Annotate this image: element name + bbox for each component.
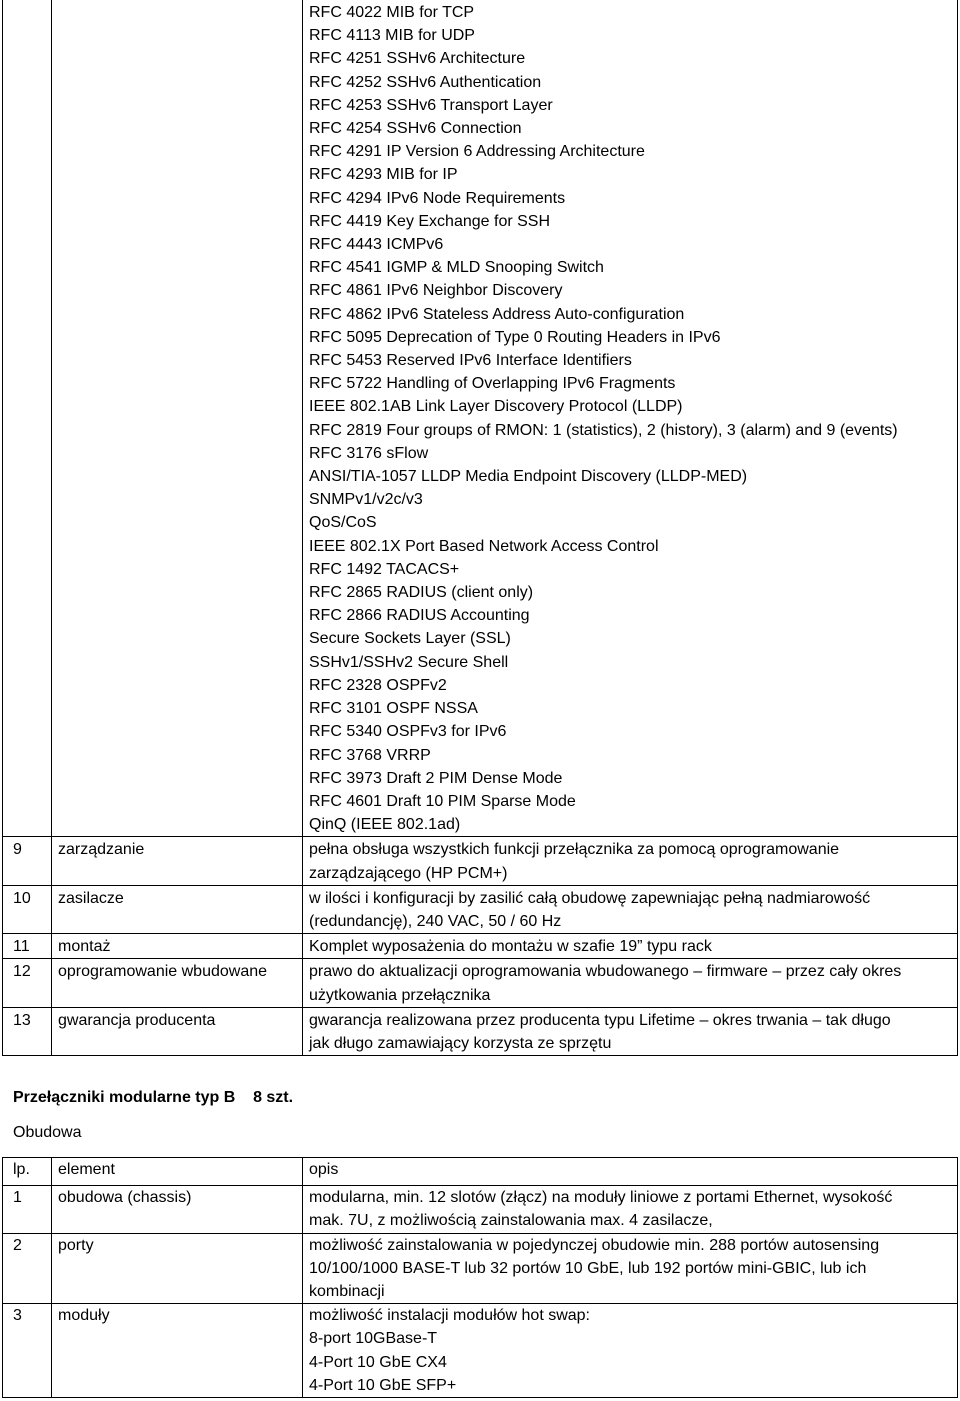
standard-item: RFC 4601 Draft 10 PIM Sparse Mode [309,792,576,810]
standard-item: IEEE 802.1X Port Based Network Access Control [309,537,659,555]
row-number: 2 [3,1233,52,1304]
row-element: gwarancja producenta [52,1007,303,1055]
standard-item: RFC 4291 IP Version 6 Addressing Architecture [309,143,645,161]
header-element: element [52,1158,303,1186]
row-number: 9 [3,837,52,885]
row-number: 12 [3,959,52,1007]
table-row [3,1007,958,1055]
row-description [303,959,958,1007]
table-row [3,837,958,885]
standard-item: RFC 5340 OSPFv3 for IPv6 [309,723,507,741]
row-description [303,934,958,959]
description-line: w ilości i konfiguracji by zasilić całą obudowę zapewniając pełną nadmiarowość [309,889,871,907]
row-number: 10 [3,885,52,933]
header-desc: opis [303,1158,958,1186]
description-line: zarządzającego (HP PCM+) [309,864,508,882]
standard-item: QinQ (IEEE 802.1ad) [309,816,461,834]
row-number: 1 [3,1186,52,1233]
standard-item: IEEE 802.1AB Link Layer Discovery Protocol (LLDP) [309,398,683,416]
description-line: możliwość zainstalowania w pojedynczej obudowie min. 288 portów autosensing [309,1236,880,1254]
row-description [303,1007,958,1055]
standard-item: SSHv1/SSHv2 Secure Shell [309,653,509,671]
description-line: możliwość instalacji modułów hot swap: [309,1307,590,1325]
standards-row [3,0,958,837]
description-line: 4-Port 10 GbE SFP+ [309,1376,457,1394]
standard-item: RFC 5453 Reserved IPv6 Interface Identifiers [309,352,632,370]
section-subheading: Obudowa [13,1124,82,1141]
table-row [3,959,958,1007]
row-element: oprogramowanie wbudowane [52,959,303,1007]
standard-item: RFC 2865 RADIUS (client only) [309,584,534,602]
description-line: gwarancja realizowana przez producenta typu Lifetime – okres trwania – tak długo [309,1011,891,1029]
row-element: zarządzanie [52,837,303,885]
description-line: 10/100/1000 BASE-T lub 32 portów 10 GbE, lub 192 portów mini-GBIC, lub ich [309,1259,867,1277]
row-element: zasilacze [52,885,303,933]
row-element: obudowa (chassis) [52,1186,303,1233]
row-number: 11 [3,934,52,959]
standard-item: RFC 4113 MIB for UDP [309,27,475,45]
standards-list [303,0,958,837]
table-row [3,934,958,959]
standard-item: RFC 3101 OSPF NSSA [309,700,478,718]
table-header-row [3,1158,958,1186]
standard-item: RFC 5722 Handling of Overlapping IPv6 Fragments [309,375,676,393]
spec-table-bottom [2,1157,958,1398]
description-line: mak. 7U, z możliwością zainstalowania max. 4 zasilacze, [309,1212,713,1230]
standard-item: RFC 4861 IPv6 Neighbor Discovery [309,282,563,300]
standard-item: RFC 2866 RADIUS Accounting [309,607,530,625]
row-description [303,837,958,885]
description-line: prawo do aktualizacji oprogramowania wbudowanego – firmware – przez cały okres [309,963,902,981]
description-line: pełna obsługa wszystkich funkcji przełącznika za pomocą oprogramowanie [309,841,840,859]
description-line: 4-Port 10 GbE CX4 [309,1353,447,1371]
standard-item: RFC 3973 Draft 2 PIM Dense Mode [309,769,563,787]
standard-item: RFC 4293 MIB for IP [309,166,458,184]
standard-item: RFC 4252 SSHv6 Authentication [309,73,542,91]
row-description [303,1304,958,1398]
description-line: 8-port 10GBase-T [309,1330,438,1348]
table-row [3,1186,958,1233]
standard-item: RFC 4251 SSHv6 Architecture [309,50,526,68]
table-row [3,1304,958,1398]
standard-item: RFC 4254 SSHv6 Connection [309,120,522,138]
description-line: użytkowania przełącznika [309,986,491,1004]
standard-item: RFC 3768 VRRP [309,746,431,764]
standard-item: RFC 4022 MIB for TCP [309,4,475,21]
description-line: kombinacji [309,1283,385,1301]
row-element: montaż [52,934,303,959]
spec-table-top [2,0,958,1056]
row-element: moduły [52,1304,303,1398]
standard-item: RFC 3176 sFlow [309,444,429,462]
standard-item: RFC 4253 SSHv6 Transport Layer [309,96,553,114]
standard-item: QoS/CoS [309,514,377,532]
description-line: jak długo zamawiający korzysta ze sprzętu [309,1034,612,1052]
header-num: lp. [3,1158,52,1186]
table-row [3,885,958,933]
description-line: (redundancję), 240 VAC, 50 / 60 Hz [309,912,562,930]
standard-item: ANSI/TIA-1057 LLDP Media Endpoint Discovery (LLDP-MED) [309,468,748,486]
standard-item: RFC 4443 ICMPv6 [309,236,444,254]
row-number: 13 [3,1007,52,1055]
cell-num [3,0,52,837]
row-element: porty [52,1233,303,1304]
row-number: 3 [3,1304,52,1398]
standard-item: SNMPv1/v2c/v3 [309,491,423,509]
standard-item: RFC 4541 IGMP & MLD Snooping Switch [309,259,604,277]
standard-item: RFC 2819 Four groups of RMON: 1 (statistics), 2 (history), 3 (alarm) and 9 (events) [309,421,898,439]
standard-item: RFC 1492 TACACS+ [309,560,460,578]
section-heading: Przełączniki modularne typ B 8 szt. [13,1089,294,1106]
description-line: Komplet wyposażenia do montażu w szafie 19” typu rack [309,938,712,956]
standard-item: RFC 4419 Key Exchange for SSH [309,212,551,230]
standard-item: RFC 4294 IPv6 Node Requirements [309,189,566,207]
standard-item: RFC 2328 OSPFv2 [309,676,447,694]
row-description [303,1186,958,1233]
standard-item: Secure Sockets Layer (SSL) [309,630,511,648]
cell-element [52,0,303,837]
standard-item: RFC 4862 IPv6 Stateless Address Auto-configuration [309,305,685,323]
standard-item: RFC 5095 Deprecation of Type 0 Routing Headers in IPv6 [309,328,721,346]
table-row [3,1233,958,1304]
row-description [303,885,958,933]
description-line: modularna, min. 12 slotów (złącz) na moduły liniowe z portami Ethernet, wysokość [309,1189,893,1207]
row-description [303,1233,958,1304]
